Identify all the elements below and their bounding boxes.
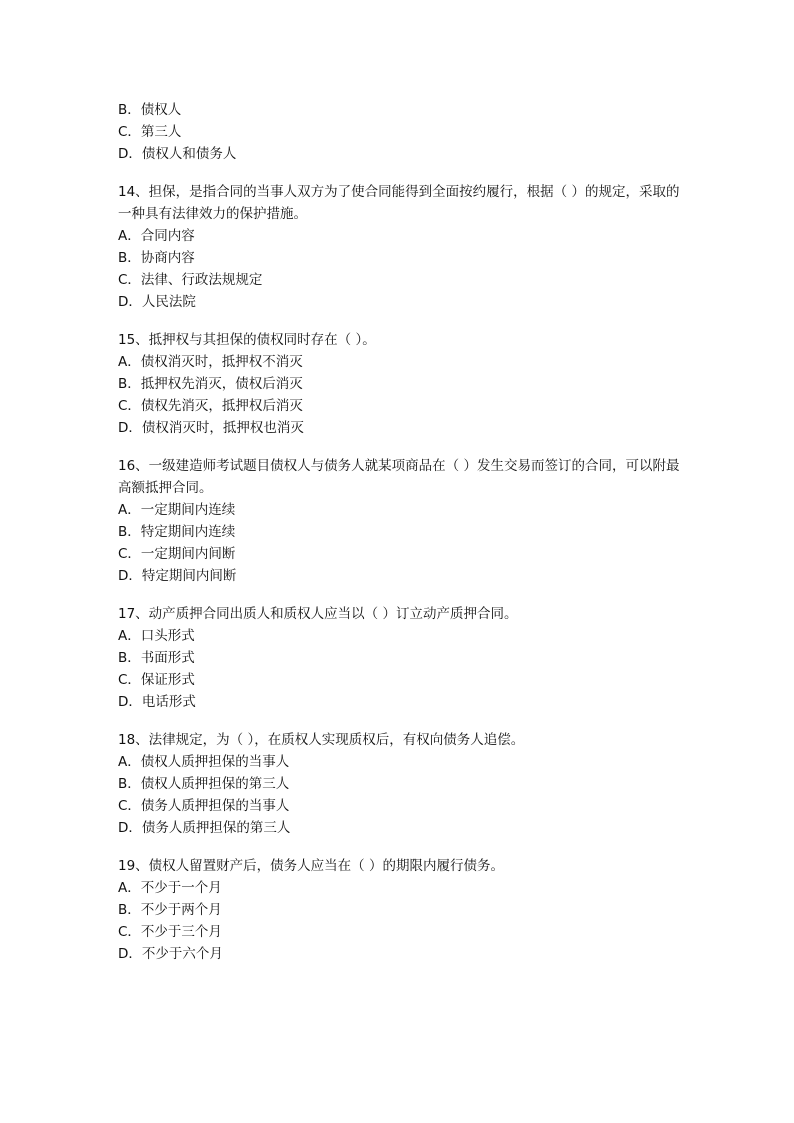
option-15-a: A．债权消灭时，抵押权不消灭 [118,354,303,370]
question-17 [118,603,688,713]
question-14-stem: 14、担保，是指合同的当事人双方为了使合同能得到全面按约履行，根据（ ）的规定，采取的一种具有法律效力的保护措施。 [118,184,680,222]
question-18-stem: 18、法律规定，为（ ），在质权人实现质权后，有权向债务人追偿。 [118,732,525,748]
option-15-d: D．债权消灭时，抵押权也消灭 [118,420,304,436]
option-17-c: C．保证形式 [118,672,195,688]
option-16-b: B．特定期间内连续 [118,524,236,540]
option-13-d: D．债权人和债务人 [118,146,237,162]
option-16-d: D．特定期间内间断 [118,568,237,584]
option-16-c: C．一定期间内间断 [118,546,236,562]
option-13-c: C．第三人 [118,124,182,140]
option-14-b: B．协商内容 [118,250,195,266]
question-14 [118,181,688,313]
option-19-d: D．不少于六个月 [118,946,223,962]
option-15-c: C．债权先消灭，抵押权后消灭 [118,398,303,414]
option-17-d: D．电话形式 [118,694,196,710]
option-19-b: B．不少于两个月 [118,902,222,918]
option-14-c: C．法律、行政法规规定 [118,272,263,288]
question-16-stem: 16、一级建造师考试题目债权人与债务人就某项商品在（ ）发生交易而签订的合同，可以附最高额抵押合同。 [118,458,680,496]
question-19 [118,855,688,965]
question-19-stem: 19、债权人留置财产后，债务人应当在（ ）的期限内履行债务。 [118,858,504,874]
option-17-a: A．口头形式 [118,628,195,644]
question-16 [118,455,688,587]
option-16-a: A．一定期间内连续 [118,502,236,518]
option-18-a: A．债权人质押担保的当事人 [118,754,290,770]
document-page [118,99,688,965]
option-14-a: A．合同内容 [118,228,195,244]
option-19-a: A．不少于一个月 [118,880,222,896]
option-15-b: B．抵押权先消灭，债权后消灭 [118,376,303,392]
option-18-d: D．债务人质押担保的第三人 [118,820,291,836]
option-13-b: B．债权人 [118,102,182,118]
question-18 [118,729,688,839]
question-15-stem: 15、抵押权与其担保的债权同时存在（ ）。 [118,332,376,348]
option-18-b: B．债权人质押担保的第三人 [118,776,290,792]
option-17-b: B．书面形式 [118,650,195,666]
question-17-stem: 17、动产质押合同出质人和质权人应当以（ ）订立动产质押合同。 [118,606,518,622]
option-14-d: D．人民法院 [118,294,196,310]
option-19-c: C．不少于三个月 [118,924,222,940]
option-18-c: C．债务人质押担保的当事人 [118,798,290,814]
question-15 [118,329,688,439]
previous-question-options [118,99,688,165]
